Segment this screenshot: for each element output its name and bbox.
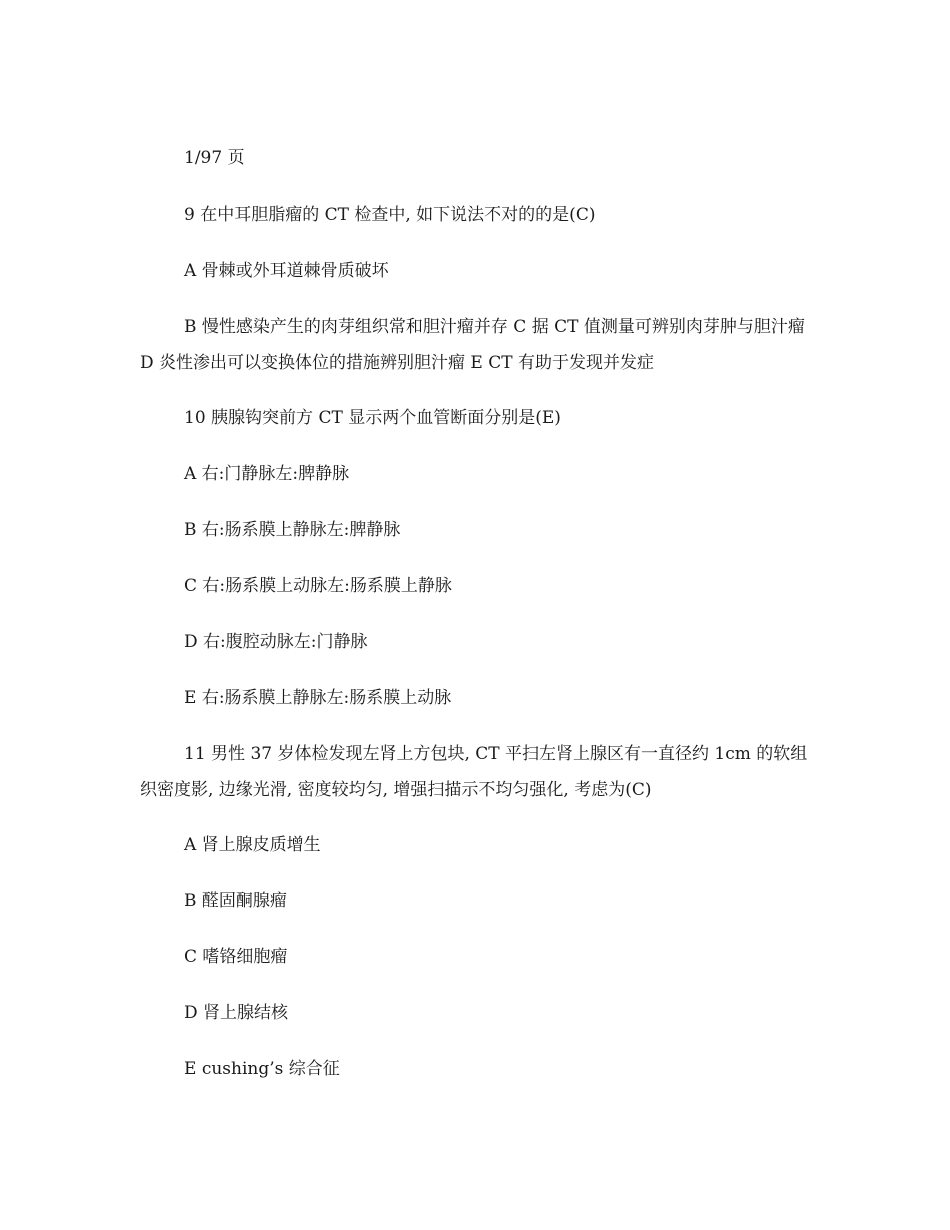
option-11b: B 醛固酮腺瘤 [184,891,287,911]
options-9b-9e: B 慢性感染产生的肉芽组织常和胆汁瘤并存 C 据 CT 值测量可辨别肉芽肿与胆汁瘤 D 炎性渗出可以变换体位的措施辨别胆汁瘤 E CT 有助于发现并发症 [140,317,805,373]
option-10c: C 右:肠系膜上动脉左:肠系膜上静脉 [184,576,452,596]
question-9: 9 在中耳胆脂瘤的 CT 检查中, 如下说法不对的的是(C) [184,205,596,225]
option-10d: D 右:腹腔动脉左:门静脉 [184,632,368,652]
option-9a: A 骨棘或外耳道棘骨质破坏 [184,261,389,281]
option-11a: A 肾上腺皮质增生 [184,835,321,855]
question-11: 11 男性 37 岁体检发现左肾上方包块, CT 平扫左肾上腺区有一直径约 1cm 的软组织密度影, 边缘光滑, 密度较均匀, 增强扫描示不均匀强化, 考虑为(C) [140,744,808,800]
option-11c: C 嗜铬细胞瘤 [184,947,288,967]
option-10b: B 右:肠系膜上静脉左:脾静脉 [184,520,401,540]
option-11d: D 肾上腺结核 [184,1003,289,1023]
option-10a: A 右:门静脉左:脾静脉 [184,464,350,484]
option-10e: E 右:肠系膜上静脉左:肠系膜上动脉 [184,688,452,708]
page-number: 1/97 页 [184,148,245,168]
question-10: 10 胰腺钩突前方 CT 显示两个血管断面分别是(E) [184,408,561,428]
option-11e: E cushing’s 综合征 [184,1059,340,1079]
